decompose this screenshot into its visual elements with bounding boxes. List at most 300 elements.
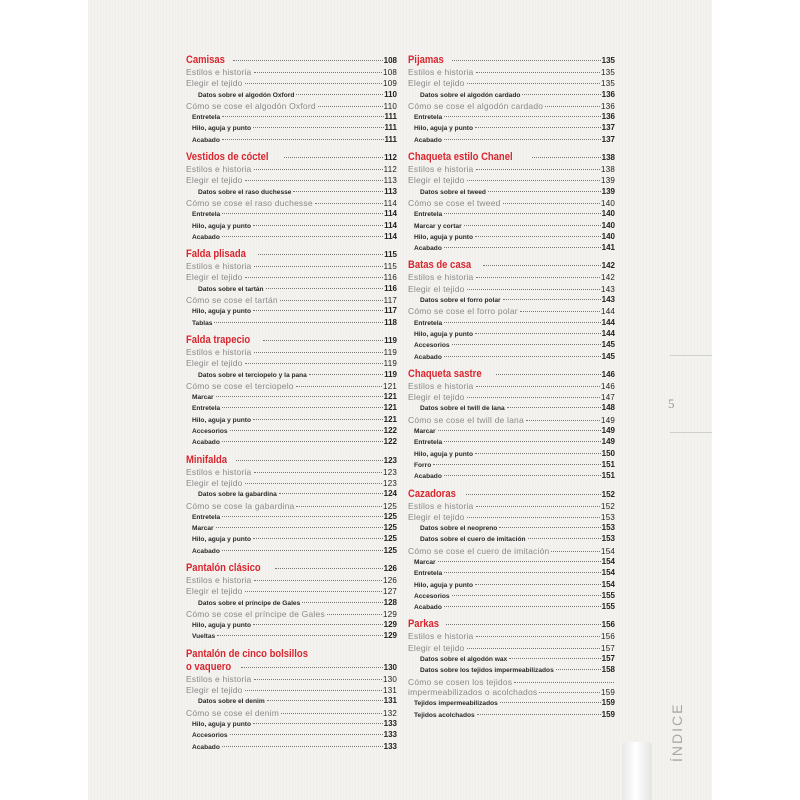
- toc-entry-label: Cómo se cose el tweed: [408, 197, 501, 208]
- toc-entry-page: 114: [384, 209, 397, 219]
- toc-subsection: [186, 415, 397, 426]
- toc-entry-page: 118: [384, 317, 397, 327]
- toc-chapter: [408, 259, 615, 272]
- toc-entry-label: Entretela: [192, 211, 221, 219]
- toc-entry-page: 110: [384, 89, 397, 99]
- toc-column-left: [186, 54, 397, 753]
- toc-entry-page: 131: [383, 696, 397, 706]
- toc-subsection: [186, 620, 397, 631]
- toc-entry-label: Pijamas: [408, 54, 444, 66]
- toc-section: [408, 272, 615, 283]
- dot-leader: [230, 734, 383, 735]
- toc-entry-label: Elegir el tejido: [186, 78, 243, 89]
- toc-entry-label: Estilos e historia: [186, 67, 252, 77]
- dot-leader: [464, 225, 601, 226]
- toc-entry-label: Acabado: [414, 353, 442, 361]
- toc-subsection: [408, 209, 615, 220]
- toc-entry-label: Cómo se cose el príncipe de Gales: [186, 608, 325, 619]
- toc-entry-page: 114: [383, 198, 397, 208]
- toc-chapter: [186, 562, 397, 575]
- dot-leader: [253, 225, 383, 226]
- toc-entry-label: Elegir el tejido: [408, 78, 465, 89]
- toc-entry-page: 130: [383, 662, 397, 672]
- dot-leader: [267, 700, 383, 701]
- toc-entry-page: 133: [383, 741, 397, 751]
- toc-section: [186, 261, 397, 272]
- toc-entry-label: Marcar: [192, 394, 214, 402]
- toc-entry-page: 140: [601, 220, 615, 230]
- toc-entry-page: 133: [383, 718, 397, 728]
- toc-subsection: [186, 392, 397, 403]
- toc-entry-label: Estilos e historia: [408, 380, 474, 391]
- toc-entry-label: Marcar y cortar: [414, 222, 462, 230]
- dot-leader: [499, 527, 600, 528]
- dot-leader: [507, 407, 601, 408]
- toc-entry-page: 151: [601, 471, 615, 481]
- dot-leader: [254, 169, 383, 170]
- toc-subsection: [408, 471, 615, 482]
- toc-entry-page: 110: [383, 101, 397, 111]
- toc-entry-label: Entretela: [192, 114, 221, 122]
- toc-column-right: [408, 54, 615, 721]
- toc-subsection: [408, 665, 615, 676]
- dot-leader: [476, 636, 601, 637]
- toc-subsection: [408, 449, 615, 460]
- toc-entry-label: Acabado: [414, 604, 442, 612]
- dot-leader: [452, 344, 601, 345]
- dot-leader: [514, 682, 614, 683]
- toc-entry-page: 138: [601, 153, 615, 163]
- dot-leader: [438, 430, 601, 431]
- dot-leader: [488, 191, 601, 192]
- toc-entry-label: Acabado: [414, 473, 442, 481]
- toc-entry-page: 154: [601, 546, 615, 556]
- toc-entry-page: 136: [601, 112, 615, 122]
- dot-leader: [293, 191, 383, 192]
- toc-entry-page: 115: [384, 250, 397, 260]
- dot-leader: [528, 538, 601, 539]
- toc-entry-page: 140: [601, 198, 615, 208]
- dot-leader: [467, 180, 600, 181]
- toc-entry-label: Hilo, aguja y punto: [414, 450, 473, 458]
- toc-subsection: [186, 123, 397, 134]
- dot-leader: [266, 288, 384, 289]
- toc-entry-page: 111: [384, 134, 397, 144]
- toc-chapter: [408, 368, 615, 381]
- toc-section: [408, 631, 615, 642]
- dot-leader: [245, 277, 383, 278]
- toc-entry-page: 122: [383, 437, 397, 447]
- toc-entry-page: 153: [601, 512, 615, 522]
- dot-leader: [222, 407, 382, 408]
- toc-entry-label: Elegir el tejido: [186, 477, 243, 488]
- toc-subsection: [408, 295, 615, 306]
- dot-leader: [253, 723, 383, 724]
- dot-leader: [452, 595, 601, 596]
- dot-leader: [263, 340, 384, 341]
- dot-leader: [467, 289, 600, 290]
- toc-subsection: [186, 209, 397, 220]
- toc-entry-label: Hilo, aguja y punto: [192, 125, 251, 133]
- toc-entry-page: 146: [601, 369, 615, 379]
- toc-section: [186, 101, 397, 112]
- toc-entry-label: Entretela: [414, 211, 443, 219]
- toc-entry-page: 124: [383, 489, 397, 499]
- toc-subsection: [186, 489, 397, 500]
- dot-leader: [475, 453, 601, 454]
- toc-subsection: [408, 123, 615, 134]
- toc-entry-page: 149: [601, 426, 615, 436]
- dot-leader: [275, 568, 383, 569]
- toc-entry-page: 135: [601, 68, 615, 77]
- toc-entry-label: Estilos e historia: [408, 500, 474, 511]
- toc-section: [408, 512, 615, 523]
- toc-entry-page: 125: [383, 545, 397, 555]
- toc-entry-label: Minifalda: [186, 453, 227, 466]
- toc-entry-label: Elegir el tejido: [186, 272, 243, 283]
- toc-section: [186, 175, 397, 186]
- toc-entry-page: 121: [383, 381, 397, 391]
- dot-leader: [254, 72, 383, 73]
- toc-entry-label: Entretela: [414, 319, 443, 327]
- toc-subsection: [408, 602, 615, 613]
- toc-entry-label: Batas de casa: [408, 259, 472, 272]
- toc-entry-page: 122: [383, 426, 397, 436]
- toc-entry-label: Estilos e historia: [186, 574, 252, 585]
- toc-entry-label: Accesorios: [414, 592, 450, 600]
- toc-entry-label: Cómo se cose el terciopelo: [186, 380, 294, 391]
- dot-leader: [245, 180, 383, 181]
- dot-leader: [245, 690, 382, 691]
- dot-leader: [466, 494, 601, 495]
- toc-entry-page: 119: [383, 347, 397, 357]
- dot-leader: [444, 116, 600, 117]
- toc-entry-label: Cómo se cose el denim: [186, 707, 280, 718]
- dot-leader: [526, 420, 600, 421]
- dot-leader: [233, 60, 382, 61]
- toc-entry-page: 152: [601, 489, 615, 499]
- toc-entry-page: 144: [601, 307, 615, 317]
- toc-entry-page: 117: [383, 296, 397, 306]
- dot-leader: [222, 139, 384, 140]
- toc-entry-page: 121: [383, 392, 397, 402]
- dot-leader: [545, 106, 600, 107]
- toc-section: [408, 546, 615, 557]
- toc-subsection: [186, 135, 397, 146]
- toc-section: [186, 708, 397, 719]
- toc-entry-label: Camisas: [186, 54, 225, 66]
- toc-entry-page: 119: [384, 369, 397, 379]
- toc-subsection: [408, 340, 615, 351]
- toc-subsection: [408, 580, 615, 591]
- toc-entry-label: Hilo, aguja y punto: [414, 233, 473, 241]
- toc-entry-page: 141: [601, 243, 615, 253]
- toc-entry-page: 159: [601, 687, 615, 697]
- toc-section: [186, 198, 397, 209]
- toc-entry-page: 116: [384, 283, 397, 293]
- toc-entry-label: Elegir el tejido: [186, 685, 243, 696]
- dot-leader: [476, 277, 601, 278]
- toc-entry-page: 115: [383, 262, 397, 272]
- toc-subsection: [408, 557, 615, 568]
- toc-section: [408, 392, 615, 403]
- dot-leader: [222, 746, 383, 747]
- toc-section: [408, 164, 615, 175]
- toc-entry-page: 111: [384, 112, 397, 122]
- toc-section: [408, 381, 615, 392]
- book-page: [88, 0, 712, 800]
- toc-entry-page: 123: [383, 478, 397, 488]
- toc-chapter: [186, 54, 397, 67]
- toc-entry-label: Acabado: [414, 245, 442, 253]
- toc-entry-label: Hilo, aguja y punto: [192, 308, 251, 316]
- toc-entry-page: 133: [383, 730, 397, 740]
- toc-entry-label: Datos sobre el algodón cardado: [420, 91, 521, 99]
- toc-entry-page: 145: [601, 340, 615, 350]
- toc-section: [186, 609, 397, 620]
- dot-leader: [302, 602, 382, 603]
- toc-entry-label: Entretela: [192, 513, 221, 521]
- dot-leader: [253, 538, 383, 539]
- page-number: 5: [668, 396, 675, 411]
- dot-leader: [477, 714, 601, 715]
- toc-entry-page: 157: [601, 643, 615, 653]
- toc-subsection: [186, 696, 397, 707]
- toc-entry-label: Datos sobre el cuero de imitación: [420, 536, 526, 544]
- toc-entry-page: 142: [601, 261, 615, 271]
- toc-entry-label: Hilo, aguja y punto: [192, 720, 251, 728]
- toc-entry-page: 148: [601, 403, 615, 413]
- toc-section: [186, 295, 397, 306]
- toc-subsection: [186, 730, 397, 741]
- toc-subsection: [408, 523, 615, 534]
- toc-subsection: [408, 187, 615, 198]
- toc-entry-page: 158: [601, 665, 615, 675]
- dot-leader: [444, 606, 601, 607]
- dot-leader: [284, 157, 383, 158]
- dot-leader: [467, 648, 600, 649]
- dot-leader: [258, 254, 383, 255]
- toc-entry-page: 137: [601, 134, 615, 144]
- toc-subsection: [408, 232, 615, 243]
- toc-subsection: [408, 568, 615, 579]
- toc-entry-page: 108: [383, 56, 397, 65]
- toc-entry-label: Cómo se cose el raso duchesse: [186, 197, 313, 208]
- dot-leader: [222, 116, 383, 117]
- toc-subsection: [408, 243, 615, 254]
- toc-entry-label: Hilo, aguja y punto: [414, 581, 473, 589]
- section-label: ÍNDICE: [669, 702, 685, 762]
- toc-section: [186, 467, 397, 478]
- dot-leader: [467, 83, 600, 84]
- dot-leader: [500, 702, 601, 703]
- toc-entry-label: Hilo, aguja y punto: [192, 222, 251, 230]
- toc-subsection: [408, 90, 615, 101]
- toc-entry-label: Elegir el tejido: [408, 511, 465, 522]
- dot-leader: [444, 356, 601, 357]
- toc-section: [408, 284, 615, 295]
- toc-section: [408, 198, 615, 209]
- toc-chapter: [186, 248, 397, 261]
- toc-entry-label: Pantalón clásico: [186, 561, 261, 574]
- toc-entry-page: 144: [601, 328, 615, 338]
- toc-entry-page: 140: [601, 231, 615, 241]
- toc-entry-page: 125: [383, 501, 397, 511]
- toc-entry-label: Estilos e historia: [408, 67, 474, 77]
- toc-subsection: [186, 284, 397, 295]
- dot-leader: [520, 311, 600, 312]
- dot-leader: [245, 591, 382, 592]
- toc-entry-label: Falda plisada: [186, 248, 246, 261]
- dot-leader: [254, 580, 383, 581]
- dot-leader: [296, 94, 383, 95]
- toc-entry-label: Datos sobre el raso duchesse: [198, 188, 292, 196]
- toc-entry-label: Pantalón de cinco bolsillos: [186, 647, 308, 660]
- dot-leader: [503, 203, 600, 204]
- dot-leader: [241, 667, 383, 668]
- toc-entry-page: 135: [601, 79, 615, 89]
- toc-entry-page: 131: [383, 686, 397, 696]
- dot-leader: [444, 247, 601, 248]
- toc-entry-label: Cómo se cose el tartán: [186, 295, 278, 306]
- toc-entry-label: Datos sobre el neopreno: [420, 525, 498, 533]
- dot-leader: [296, 386, 382, 387]
- toc-entry-label: Estilos e historia: [186, 261, 252, 272]
- toc-entry-page: 142: [601, 273, 615, 283]
- toc-entry-label: Tejidos impermeabilizados: [414, 700, 498, 708]
- toc-entry-page: 136: [601, 89, 615, 99]
- toc-entry-label: Hilo, aguja y punto: [192, 622, 251, 630]
- toc-entry-label: Falda trapecio: [186, 333, 251, 346]
- toc-entry-label: Estilos e historia: [186, 346, 252, 357]
- dot-leader: [222, 550, 383, 551]
- dot-leader: [452, 60, 601, 61]
- toc-entry-label: Cómo se cose el algodón Oxford: [186, 100, 316, 111]
- toc-entry-page: 125: [383, 534, 397, 544]
- dot-leader: [433, 464, 600, 465]
- toc-entry-label: Marcar: [414, 428, 436, 436]
- toc-entry-page: 137: [601, 123, 615, 133]
- toc-chapter: [408, 151, 615, 164]
- toc-entry-label: Acabado: [192, 439, 220, 447]
- toc-entry-label: Elegir el tejido: [408, 392, 465, 403]
- toc-entry-page: 132: [383, 708, 397, 718]
- toc-section: [186, 272, 397, 283]
- toc-entry-label: Elegir el tejido: [408, 642, 465, 653]
- dot-leader: [254, 266, 383, 267]
- dot-leader: [222, 441, 383, 442]
- toc-section: [408, 643, 615, 654]
- toc-entry-label: Estilos e historia: [408, 164, 474, 175]
- toc-entry-label: Datos sobre el forro polar: [420, 297, 501, 305]
- toc-entry-label: Estilos e historia: [408, 631, 474, 642]
- toc-subsection: [408, 654, 615, 665]
- toc-entry-page: 156: [601, 620, 615, 630]
- toc-entry-page: 129: [383, 631, 397, 641]
- toc-entry-page: 112: [383, 165, 397, 175]
- toc-entry-label: Entretela: [414, 570, 443, 578]
- toc-subsection: [408, 221, 615, 232]
- margin-rule-top: [670, 355, 712, 356]
- toc-entry-page: 138: [601, 165, 615, 175]
- dot-leader: [245, 363, 383, 364]
- toc-entry-label: Elegir el tejido: [186, 586, 243, 597]
- toc-subsection: [186, 112, 397, 123]
- toc-entry-label: Cómo se cose el cuero de imitación: [408, 545, 550, 556]
- toc-subsection: [186, 742, 397, 753]
- toc-subsection: [408, 698, 615, 709]
- toc-entry-label: Marcar: [414, 558, 436, 566]
- dot-leader: [216, 396, 383, 397]
- dot-leader: [214, 322, 383, 323]
- toc-entry-label: Hilo, aguja y punto: [414, 330, 473, 338]
- toc-subsection: [408, 426, 615, 437]
- toc-entry-page: 146: [601, 381, 615, 391]
- dot-leader: [253, 310, 383, 311]
- toc-entry-page: 113: [384, 186, 397, 196]
- toc-section: [408, 687, 615, 698]
- toc-entry-label: Cómo se cose el forro polar: [408, 306, 518, 317]
- toc-subsection: [186, 719, 397, 730]
- toc-entry-label: Hilo, aguja y punto: [192, 416, 251, 424]
- toc-entry-label: Elegir el tejido: [186, 358, 243, 369]
- dot-leader: [503, 299, 601, 300]
- toc-subsection: [408, 403, 615, 414]
- dot-leader: [281, 713, 382, 714]
- toc-section: [186, 78, 397, 89]
- dot-leader: [245, 83, 382, 84]
- dot-leader: [539, 692, 600, 693]
- toc-entry-label: Tablas: [192, 319, 213, 327]
- toc-entry-page: 113: [383, 176, 397, 186]
- toc-entry-page: 143: [601, 295, 615, 305]
- dot-leader: [532, 157, 601, 158]
- toc-entry-label: Vueltas: [192, 633, 216, 641]
- toc-subsection: [408, 460, 615, 471]
- toc-entry-label: Acabado: [192, 136, 220, 144]
- toc-entry-page: 144: [601, 317, 615, 327]
- toc-entry-label: Estilos e historia: [186, 673, 252, 684]
- toc-chapter: [186, 151, 397, 164]
- dot-leader: [446, 624, 601, 625]
- toc-section: [186, 358, 397, 369]
- dot-leader: [245, 483, 382, 484]
- dot-leader: [296, 506, 382, 507]
- dot-leader: [444, 572, 600, 573]
- dot-leader: [222, 516, 382, 517]
- toc-subsection: [408, 437, 615, 448]
- dot-leader: [483, 265, 600, 266]
- toc-section: [186, 478, 397, 489]
- toc-entry-label: Accesorios: [414, 342, 450, 350]
- toc-subsection: [186, 221, 397, 232]
- toc-entry-label: Accesorios: [192, 732, 228, 740]
- toc-subsection: [186, 232, 397, 243]
- toc-entry-page: 129: [383, 620, 397, 630]
- toc-entry-page: 150: [601, 448, 615, 458]
- toc-entry-label: Vestidos de cóctel: [186, 151, 269, 164]
- dot-leader: [509, 658, 600, 659]
- toc-entry-page: 129: [383, 609, 397, 619]
- toc-entry-page: 114: [384, 220, 397, 230]
- toc-entry-label: Acabado: [192, 547, 220, 555]
- toc-subsection: [408, 591, 615, 602]
- dot-leader: [444, 139, 601, 140]
- toc-entry-label: Acabado: [192, 233, 220, 241]
- toc-entry-page: 154: [601, 556, 615, 566]
- toc-entry-page: 149: [601, 415, 615, 425]
- toc-entry-page: 155: [601, 602, 615, 612]
